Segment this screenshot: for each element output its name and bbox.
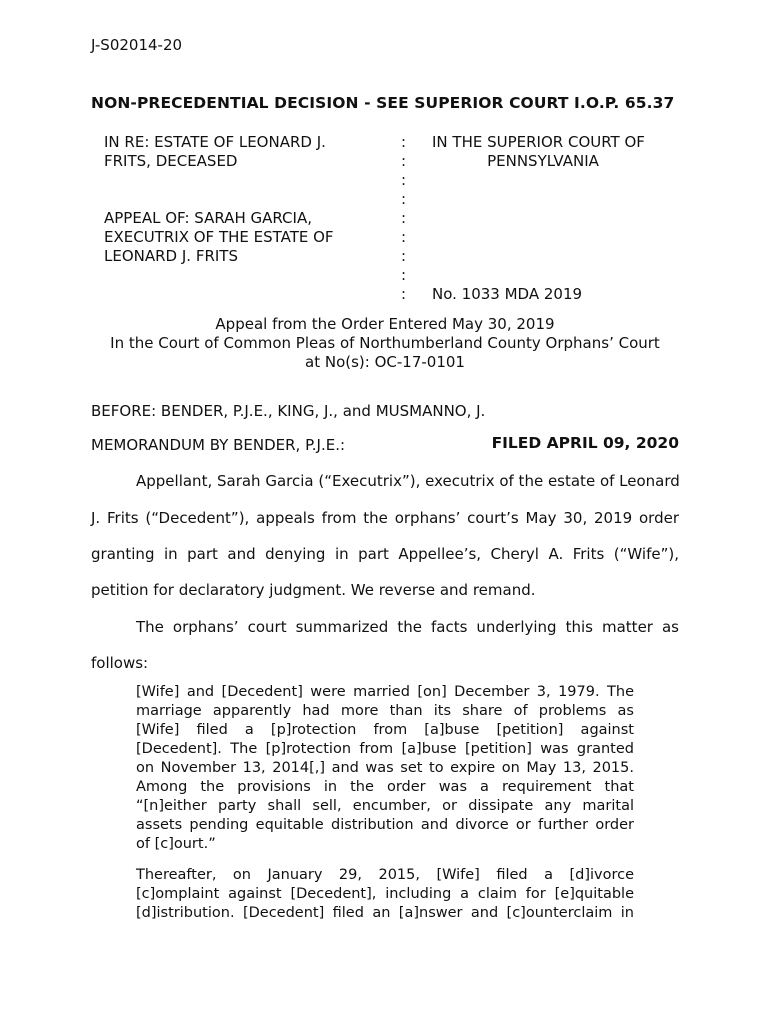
quote-line: Thereafter, on January 29, 2015, [Wife] filed a [d]ivorce [136, 867, 634, 883]
docket-number: No. 1033 MDA 2019 [432, 285, 583, 303]
caption-colon: : [401, 190, 407, 208]
quote-line: [c]omplaint against [Decedent], including a claim for [e]quitable [136, 886, 634, 902]
memorandum-by: MEMORANDUM BY BENDER, P.J.E.: [91, 436, 346, 454]
quote-line: [d]istribution. [Decedent] filed an [a]nswer and [c]ounterclaim in [136, 905, 634, 921]
paragraph-line: petition for declaratory judgment. We reverse and remand. [91, 581, 536, 599]
quote-line: “[n]either party shall sell, encumber, or dissipate any marital [136, 798, 634, 814]
quote-line: assets pending equitable distribution and divorce or further order [136, 817, 634, 833]
non-precedential-heading: NON-PRECEDENTIAL DECISION - SEE SUPERIOR COURT I.O.P. 65.37 [91, 94, 675, 112]
caption-colon: : [401, 266, 407, 284]
caption-left-line: IN RE: ESTATE OF LEONARD J. [104, 133, 326, 151]
caption-colon: : [401, 171, 407, 189]
paragraph-line: The orphans’ court summarized the facts underlying this matter as [136, 618, 679, 636]
appeal-info-line: at No(s): OC-17-0101 [305, 353, 465, 371]
paragraph-line: Appellant, Sarah Garcia (“Executrix”), executrix of the estate of Leonard [136, 472, 680, 490]
quote-line: Among the provisions in the order was a requirement that [136, 779, 634, 795]
caption-colon: : [401, 209, 407, 227]
quote-line: of [c]ourt.” [136, 836, 216, 852]
quote-line: marriage apparently had more than its share of problems as [136, 703, 634, 719]
quote-line: [Wife] filed a [p]rotection from [a]buse [petition] against [136, 722, 634, 738]
caption-left-line: APPEAL OF: SARAH GARCIA, [104, 209, 312, 227]
paragraph-line: follows: [91, 654, 149, 672]
appeal-info-line: In the Court of Common Pleas of Northumberland County Orphans’ Court [110, 334, 660, 352]
quote-line: [Wife] and [Decedent] were married [on] December 3, 1979. The [136, 684, 634, 700]
caption-colon: : [401, 247, 407, 265]
caption-left-line: LEONARD J. FRITS [104, 247, 238, 265]
appeal-info-line: Appeal from the Order Entered May 30, 2019 [215, 315, 555, 333]
filed-date: FILED APRIL 09, 2020 [491, 434, 679, 452]
quote-line: on November 13, 2014[,] and was set to expire on May 13, 2015. [136, 760, 634, 776]
caption-colon: : [401, 152, 407, 170]
caption-left-line: FRITS, DECEASED [104, 152, 238, 170]
before-panel: BEFORE: BENDER, P.J.E., KING, J., and MUSMANNO, J. [91, 402, 486, 420]
court-name-line2: PENNSYLVANIA [487, 152, 599, 170]
caption-left-line: EXECUTRIX OF THE ESTATE OF [104, 228, 334, 246]
court-name-line1: IN THE SUPERIOR COURT OF [432, 133, 645, 151]
caption-colon: : [401, 285, 407, 303]
quote-line: [Decedent]. The [p]rotection from [a]buse [petition] was granted [136, 741, 634, 757]
caption-colon: : [401, 133, 407, 151]
paragraph-line: granting in part and denying in part Appellee’s, Cheryl A. Frits (“Wife”), [91, 545, 679, 563]
document-number: J-S02014-20 [91, 36, 183, 54]
paragraph-line: J. Frits (“Decedent”), appeals from the orphans’ court’s May 30, 2019 order [91, 509, 679, 527]
caption-colon: : [401, 228, 407, 246]
